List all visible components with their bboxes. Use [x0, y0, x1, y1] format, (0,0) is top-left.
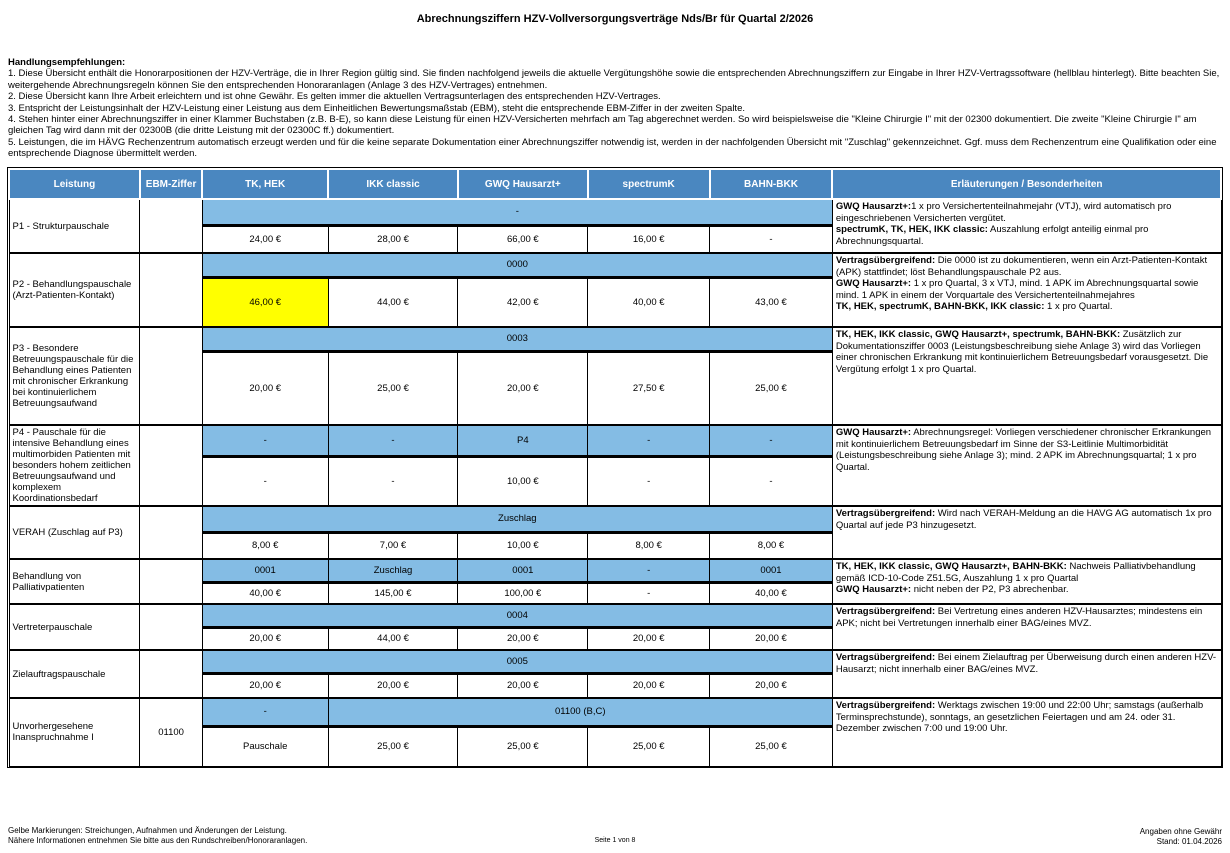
erlaeuterung-cell: GWQ Hausarzt+:1 x pro Versichertenteilnahmejahr (VTJ), wird automatisch pro eingeschriebenen Versicherten vergütet. spectrumK, TK, HEK, IKK classic: Auszahlung erfolgt anteilig einmal pro Abrechnungsquartal. [832, 199, 1221, 253]
abrechnungsziffer-cell: - [202, 199, 832, 225]
price-cell: 28,00 € [328, 225, 458, 253]
footer-date: Stand: 01.04.2026 [1156, 837, 1222, 846]
price-cell: 44,00 € [328, 627, 458, 650]
column-header-ikk-classic: IKK classic [328, 169, 458, 199]
ebm-ziffer-cell [140, 327, 202, 425]
ebm-ziffer-cell [140, 559, 202, 604]
highlighted-price-cell: 46,00 € [202, 277, 328, 327]
leistung-cell: VERAH (Zuschlag auf P3) [9, 506, 140, 559]
leistung-cell: P2 - Behandlungspauschale (Arzt-Patienten-Kontakt) [9, 253, 140, 327]
abrechnungsziffer-cell: - [710, 425, 833, 456]
price-cell: - [710, 225, 833, 253]
price-cell: - [328, 456, 458, 506]
price-cell: - [588, 456, 710, 506]
abrechnungsziffer-cell: - [588, 425, 710, 456]
erlaeuterung-cell: Vertragsübergreifend: Werktags zwischen 19:00 und 22:00 Uhr; samstags (außerhalb Terminsprechstunde), sonntags, an gesetzlichen Feiertagen und am 24. oder 31. Dezember zwischen 7:00 und 19:00 Uhr. [832, 698, 1221, 766]
price-cell: 66,00 € [458, 225, 588, 253]
abrechnungsziffer-cell: 0000 [202, 253, 832, 277]
recommendation-line: 4. Stehen hinter einer Abrechnungsziffer in einer Klammer Buchstaben (z.B. B-E), so kann diese Leistung für einen HZV-Versicherten mehrfach am Tag abgerechnet werden. So wird beispielsweise die "Kleine Chirurgie I" mit der 02300 dokumentiert. Die zweite "Kleine Chirurgie I" am gleichen Tag wird dann mit der 02300B (die dritte Leistung mit der 02300C ff.) dokumentiert. [8, 114, 1197, 137]
ebm-ziffer-cell [140, 650, 202, 698]
leistung-cell: P4 - Pauschale für die intensive Behandlung eines multimorbiden Patienten mit besonders hohem zeitlichen Betreuungsaufwand und komplexem Koordinationsbedarf [9, 425, 140, 506]
price-cell: 40,00 € [202, 582, 328, 604]
price-cell: 20,00 € [710, 673, 833, 698]
abrechnungsziffer-cell: - [202, 425, 328, 456]
ebm-ziffer-cell [140, 425, 202, 506]
price-cell: 8,00 € [710, 532, 833, 559]
abrechnungsziffer-cell: 0005 [202, 650, 832, 673]
price-cell: 16,00 € [588, 225, 710, 253]
price-cell: 20,00 € [458, 673, 588, 698]
table-row [9, 604, 1221, 627]
recommendation-line: 1. Diese Übersicht enthält die Honorarpositionen der HZV-Verträge, die in Ihrer Region gültig sind. Sie finden nachfolgend jeweils die aktuelle Vergütungshöhe sowie die entsprechenden Abrechnungsziffern zur Eingabe in Ihrer HZV-Vertragssoftware (hellblau hinterlegt). Bitte beachten Sie, weitergehende Abrechnungsregeln können Sie den entsprechenden Honoraranlagen (Anlage 3 des HZV-Vertrages) entnehmen. [8, 68, 1220, 91]
ebm-ziffer-cell [140, 253, 202, 327]
abrechnungsziffer-cell: 0001 [202, 559, 328, 582]
price-cell: 8,00 € [202, 532, 328, 559]
price-cell: 10,00 € [458, 456, 588, 506]
column-header-leistung: Leistung [9, 169, 140, 199]
leistung-cell: Zielauftragspauschale [9, 650, 140, 698]
column-header-tk-hek: TK, HEK [202, 169, 328, 199]
price-cell: 7,00 € [328, 532, 458, 559]
price-cell: 44,00 € [328, 277, 458, 327]
price-cell: 20,00 € [710, 627, 833, 650]
price-cell: 25,00 € [328, 726, 458, 766]
price-cell: 40,00 € [588, 277, 710, 327]
price-cell: 20,00 € [202, 627, 328, 650]
price-cell: 40,00 € [710, 582, 833, 604]
recommendations-block [8, 57, 1222, 160]
price-cell: 25,00 € [710, 726, 833, 766]
leistung-cell: Vertreterpauschale [9, 604, 140, 650]
price-cell: 20,00 € [202, 351, 328, 425]
erlaeuterung-cell: GWQ Hausarzt+: Abrechnungsregel: Vorliegen verschiedener chronischer Erkrankungen mit kontinuierlichem Betreuungsbedarf im Sinne der S3-Leitlinie Multimorbidität (Leistungsbeschreibung siehe Anlage 3); mind. 2 APK im Abrechnungsquartal; 1 x pro Quartal. [832, 425, 1221, 506]
abrechnungsziffer-cell: 01100 (B,C) [328, 698, 832, 726]
price-cell: 24,00 € [202, 225, 328, 253]
price-cell: 20,00 € [328, 673, 458, 698]
erlaeuterung-cell: Vertragsübergreifend: Wird nach VERAH-Meldung an die HAVG AG automatisch 1x pro Quartal auf jede P3 hinzugesetzt. [832, 506, 1221, 559]
erlaeuterung-cell: Vertragsübergreifend: Bei Vertretung eines anderen HZV-Hausarztes; mindestens ein APK; nicht bei Vertretungen innerhalb einer BAG/eines MVZ. [832, 604, 1221, 650]
price-cell: 20,00 € [588, 627, 710, 650]
erlaeuterung-cell: Vertragsübergreifend: Bei einem Zielauftrag per Überweisung durch einen anderen HZV-Hausarzt; nicht innerhalb einer BAG/eines MVZ. [832, 650, 1221, 698]
table-row [9, 559, 1221, 582]
price-cell: 25,00 € [710, 351, 833, 425]
table-row [9, 253, 1221, 277]
price-cell: Pauschale [202, 726, 328, 766]
column-header-ebm-ziffer: EBM-Ziffer [140, 169, 202, 199]
abrechnungsziffer-cell: - [328, 425, 458, 456]
abrechnungsziffer-cell: 0004 [202, 604, 832, 627]
table-row [9, 199, 1221, 225]
price-cell: - [710, 456, 833, 506]
column-header-gwq-hausarzt: GWQ Hausarzt+ [458, 169, 588, 199]
abrechnungsziffer-cell: - [588, 559, 710, 582]
footer-disclaimer: Angaben ohne Gewähr [1139, 827, 1222, 836]
price-cell: 27,50 € [588, 351, 710, 425]
table-row [9, 425, 1221, 456]
price-cell: 10,00 € [458, 532, 588, 559]
ebm-ziffer-cell [140, 199, 202, 253]
price-cell: 25,00 € [328, 351, 458, 425]
recommendations-heading: Handlungsempfehlungen: [8, 57, 126, 68]
price-cell: 20,00 € [588, 673, 710, 698]
ebm-ziffer-cell [140, 604, 202, 650]
column-header-erlaeuterungen: Erläuterungen / Besonderheiten [832, 169, 1221, 199]
abrechnungsziffer-cell: 0001 [458, 559, 588, 582]
footer-note-line1: Gelbe Markierungen: Streichungen, Aufnahmen und Änderungen der Leistung. [8, 826, 287, 835]
price-cell: 43,00 € [710, 277, 833, 327]
table-row [9, 327, 1221, 351]
erlaeuterung-cell: Vertragsübergreifend: Die 0000 ist zu dokumentieren, wenn ein Arzt-Patienten-Kontakt (APK) stattfindet; löst Behandlungspauschale P2 aus. GWQ Hausarzt+: 1 x pro Quartal, 3 x VTJ, mind. 1 APK im Abrechnungsquartal sowie mind. 1 APK in einem der Vorquartale des Versichertenteilnahmejahres TK, HEK, spectrumK, BAHN-BKK, IKK classic: 1 x pro Quartal. [832, 253, 1221, 327]
table-row [9, 650, 1221, 673]
page-title: Abrechnungsziffern HZV-Vollversorgungsverträge Nds/Br für Quartal 2/2026 [416, 13, 814, 25]
price-cell: - [588, 582, 710, 604]
price-cell: 8,00 € [588, 532, 710, 559]
billing-table-frame [7, 167, 1223, 768]
footer-note-line2: Nähere Informationen entnehmen Sie bitte aus den Rundschreiben/Honoraranlagen. [8, 836, 308, 845]
leistung-cell: Behandlung von Palliativpatienten [9, 559, 140, 604]
price-cell: 25,00 € [458, 726, 588, 766]
ebm-ziffer-cell [140, 506, 202, 559]
abrechnungsziffer-cell: Zuschlag [328, 559, 458, 582]
table-row [9, 506, 1221, 532]
table-header-row [9, 169, 1221, 199]
price-cell: 145,00 € [328, 582, 458, 604]
price-cell: 20,00 € [458, 351, 588, 425]
recommendation-line: 5. Leistungen, die im HÄVG Rechenzentrum automatisch erzeugt werden und für die keine separate Dokumentation einer Abrechnungsziffer notwendig ist, werden in der nachfolgenden Übersicht mit "Zuschlag" gekennzeichnet. Ggf. muss dem Rechenzentrum eine Qualifikation oder eine entsprechende Diagnose übermittelt werden. [8, 136, 1217, 160]
table-row [9, 698, 1221, 726]
abrechnungsziffer-cell: - [202, 698, 328, 726]
billing-table-body [9, 199, 1221, 766]
erlaeuterung-cell: TK, HEK, IKK classic, GWQ Hausarzt+, spectrumk, BAHN-BKK: Zusätzlich zur Dokumentationsziffer 0003 (Leistungsbeschreibung siehe Anlage 3) wird das Vorliegen einer chronischen Erkrankung mit kontinuierlichem Betreuungsbedarf vorausgesetzt. Die Vergütung erfolgt 1 x pro Quartal. [832, 327, 1221, 425]
leistung-cell: Unvorhergesehene Inanspruchnahme I [9, 698, 140, 766]
abrechnungsziffer-cell: P4 [458, 425, 588, 456]
billing-table [8, 168, 1222, 767]
price-cell: 20,00 € [202, 673, 328, 698]
column-header-spectrumk: spectrumK [588, 169, 710, 199]
abrechnungsziffer-cell: 0003 [202, 327, 832, 351]
price-cell: 20,00 € [458, 627, 588, 650]
abrechnungsziffer-cell: Zuschlag [202, 506, 832, 532]
recommendation-line: 3. Entspricht der Leistungsinhalt der HZV-Leistung einer Leistung aus dem Einheitlichen Bewertungsmaßstab (EBM), steht die entsprechende EBM-Ziffer in der zweiten Spalte. [8, 102, 745, 114]
footer-validity [1140, 827, 1222, 847]
price-cell: 25,00 € [588, 726, 710, 766]
leistung-cell: P1 - Strukturpauschale [9, 199, 140, 253]
erlaeuterung-cell: TK, HEK, IKK classic, GWQ Hausarzt+, BAHN-BKK: Nachweis Palliativbehandlung gemäß ICD-10-Code Z51.5G, Auszahlung 1 x pro Quartal GWQ Hausarzt+: nicht neben der P2, P3 abrechenbar. [832, 559, 1221, 604]
price-cell: - [202, 456, 328, 506]
abrechnungsziffer-cell: 0001 [710, 559, 833, 582]
price-cell: 42,00 € [458, 277, 588, 327]
column-header-bahn-bkk: BAHN-BKK [710, 169, 833, 199]
page-number: Seite 1 von 8 [594, 837, 636, 844]
ebm-ziffer-cell: 01100 [140, 698, 202, 766]
leistung-cell: P3 - Besondere Betreuungspauschale für die Behandlung eines Patienten mit chronischer Erkrankung bei kontinuierlichem Betreuungsaufwand [9, 327, 140, 425]
price-cell: 100,00 € [458, 582, 588, 604]
recommendation-line: 2. Diese Übersicht kann Ihre Arbeit erleichtern und ist ohne Gewähr. Es gelten immer die aktuellen Vertragsunterlagen des entsprechenden HZV-Vertrages. [8, 91, 661, 103]
